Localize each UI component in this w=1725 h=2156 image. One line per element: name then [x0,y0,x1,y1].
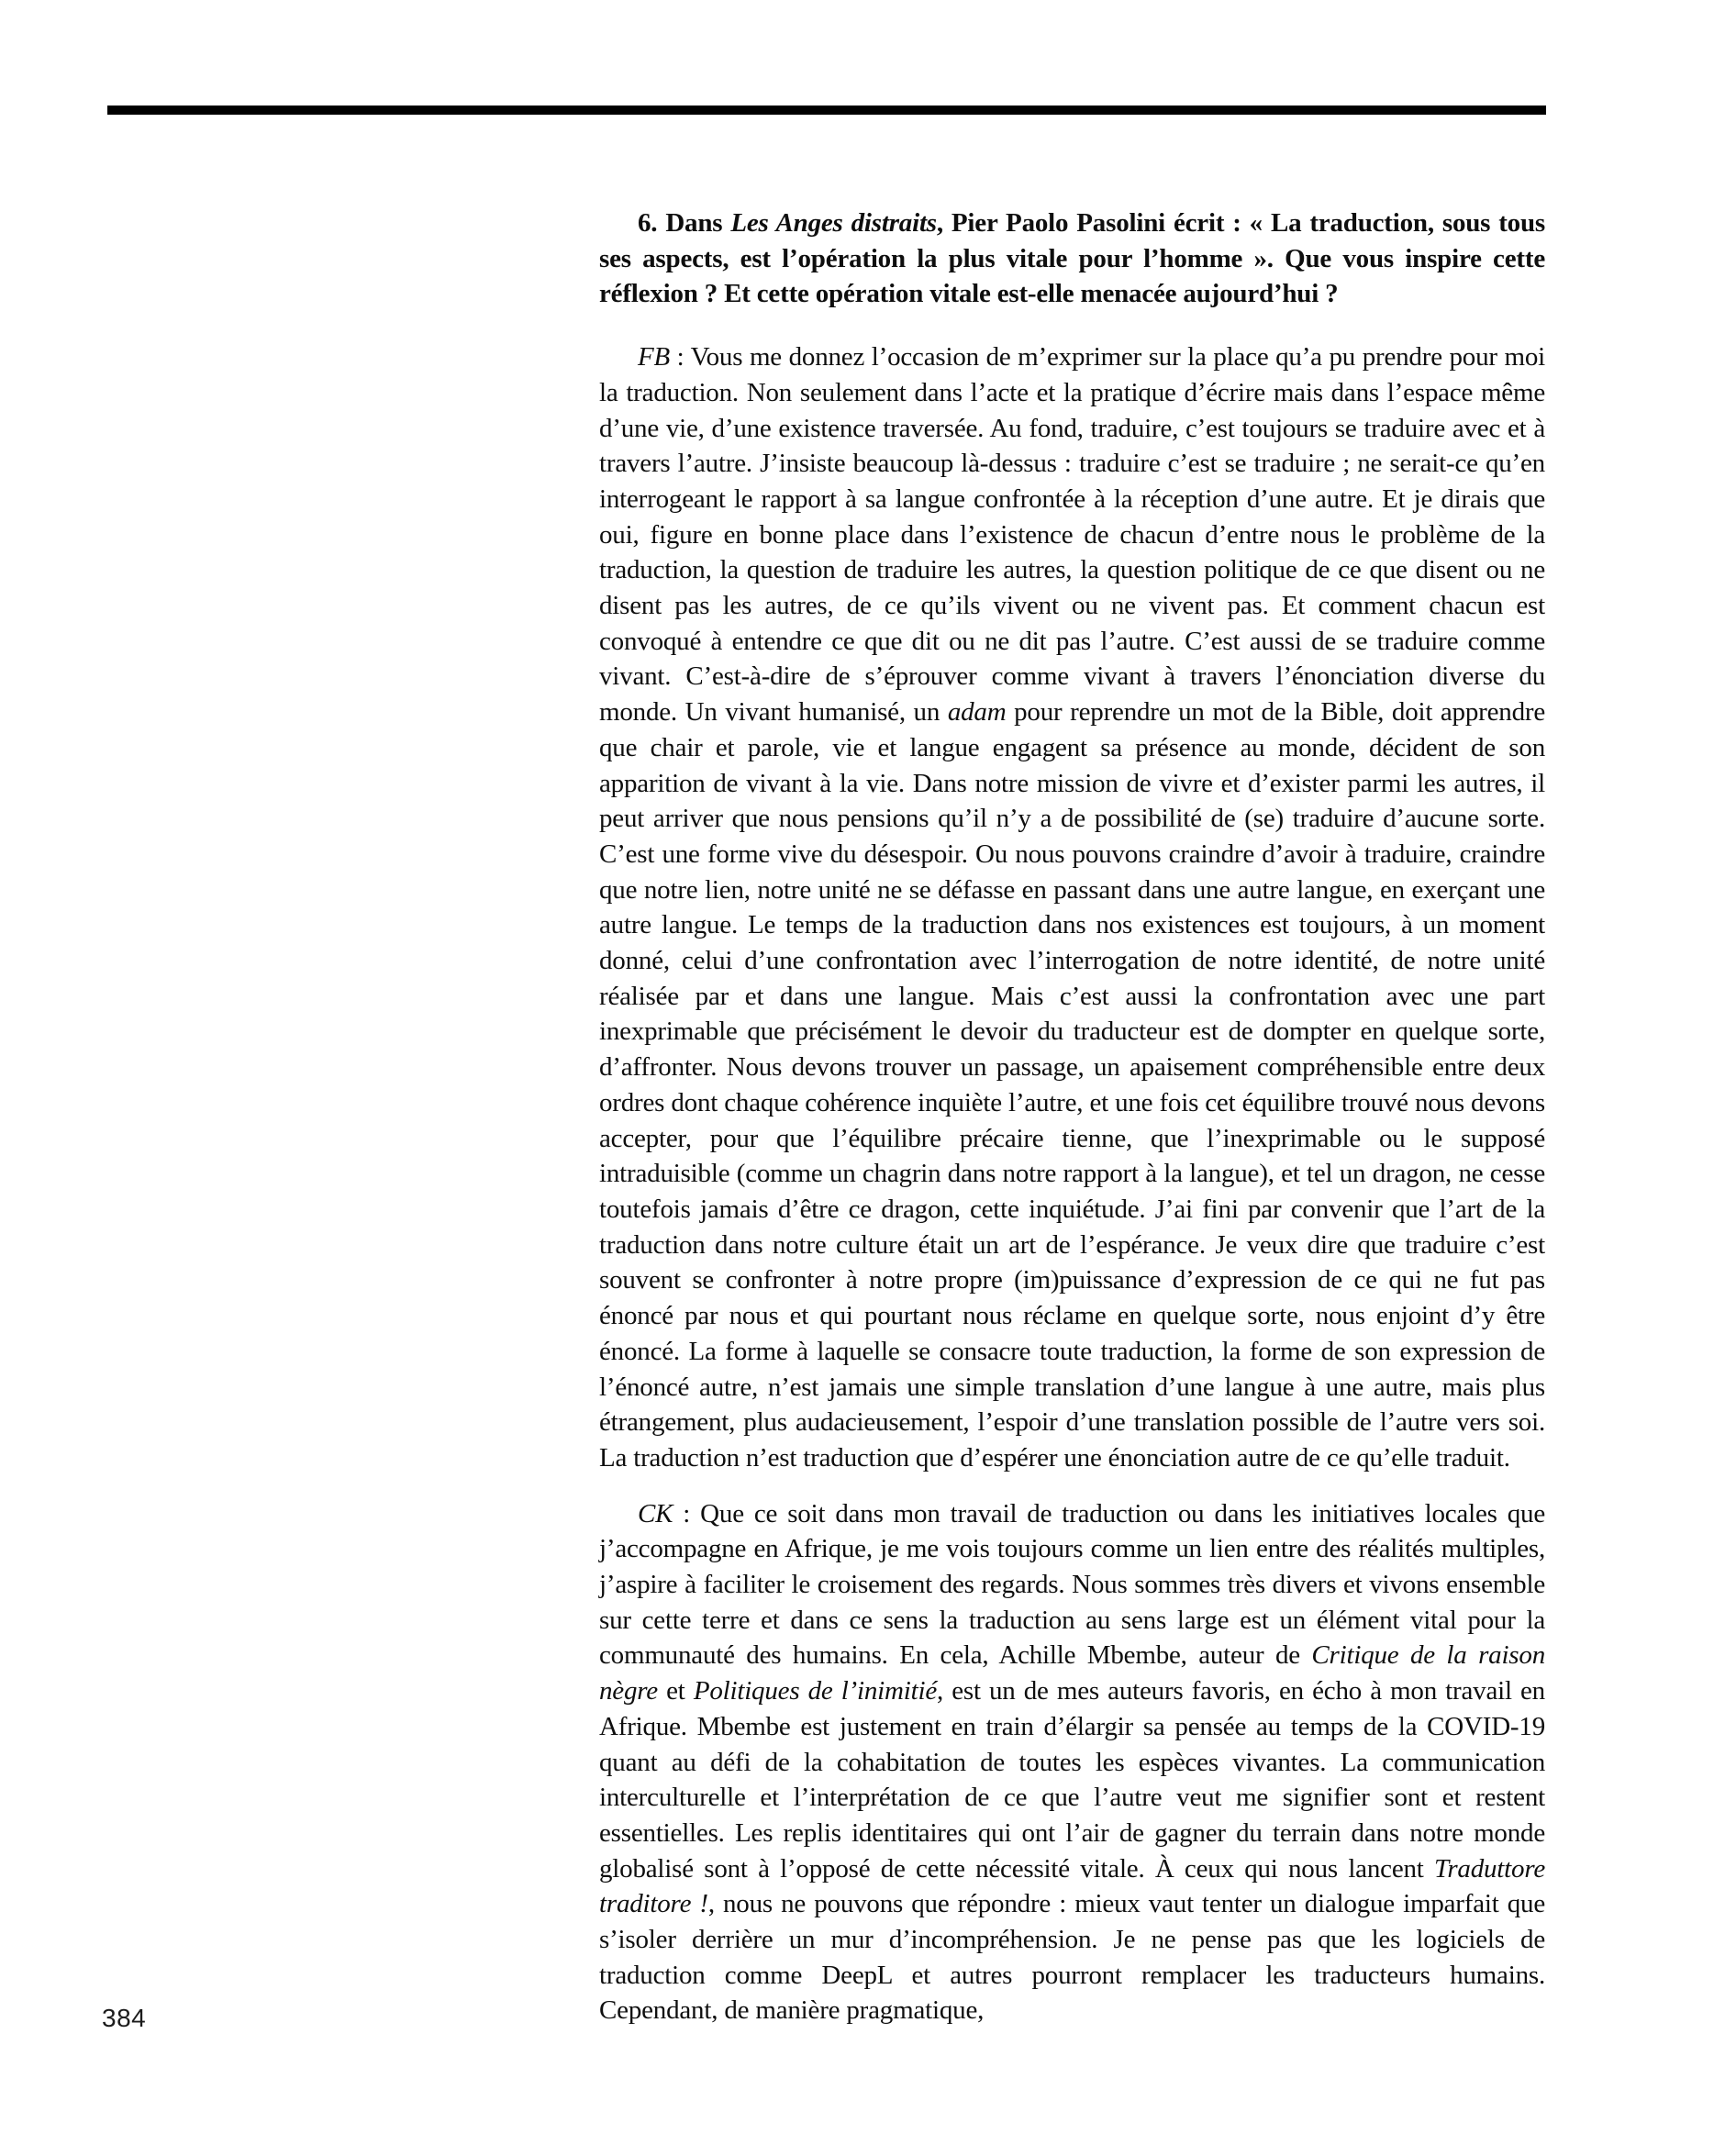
text-segment: et [657,1676,694,1706]
text-segment: Les Anges distraits [730,208,937,238]
text-segment: Critique de la raison nègre [599,1640,1545,1706]
text-segment: , nous ne pouvons que répondre : mieux vaut tenter un dialogue imparfait que s’isoler derrière un mur d’incompréhension. Je ne pense pas que les logiciels de traduction comme DeepL et autres pourront remplacer les traducteurs humains. Cependant, de manière pragmatique, [599,1889,1545,2026]
text-segment: : Vous me donnez l’occasion de m’exprimer sur la place qu’a pu prendre pour moi la traduction. Non seulement dans l’acte et la pratique d’écrire mais dans l’espace même d’une vie, d’une existence traversée. Au fond, traduire, c’est toujours se traduire avec et à travers l’autre. J’insiste beaucoup là-dessus : traduire c’est se traduire ; ne serait-ce qu’en interrogeant le rapport à sa langue confrontée à la réception d’une autre. Et je dirais que oui, figure en bonne place dans l’existence de chacun d’entre nous le problème de la traduction, la question de traduire les autres, la question politique de ce que disent ou ne disent pas les autres, de ce qu’ils vivent ou ne vivent pas. Et comment chacun est convoqué à entendre ce que dit ou ne dit pas l’autre. C’est aussi de se traduire comme vivant. C’est-à-dire de s’éprouver comme vivant à travers l’énonciation diverse du monde. Un vivant humanisé, un [599,342,1545,728]
text-segment: 6. Dans [638,208,731,238]
text-segment: pour reprendre un mot de la Bible, doit apprendre que chair et parole, vie et langue engagent sa présence au monde, décident de son apparition de vivant à la vie. Dans notre mission de vivre et d’exister parmi les autres, il peut arriver que nous pensions qu’il n’y a de possibilité de (se) traduire d’aucune sorte. C’est une forme vive du désespoir. Ou nous pouvons craindre d’avoir à traduire, craindre que notre lien, notre unité ne se défasse en passant dans une autre langue, en exerçant une autre langue. Le temps de la traduction dans nos existences est toujours, à un moment donné, celui d’une confrontation avec l’interrogation de notre identité, de notre unité réalisée par et dans une langue. Mais c’est aussi la confrontation avec une part inexprimable que précisément le devoir du traducteur est de dompter en quelque sorte, d’affronter. Nous devons trouver un passage, un apaisement compréhensible entre deux ordres dont chaque cohérence inquiète l’autre, et une fois cet équilibre trouvé nous devons accepter, pour que l’équilibre précaire tienne, que l’inexprimable ou le supposé intraduisible (comme un chagrin dans notre rapport à la langue), et tel un dragon, ne cesse toutefois jamais d’être ce dragon, cette inquiétude. J’ai fini par convenir que l’art de la traduction dans notre culture était un art de l’espérance. Je veux dire que traduire c’est souvent se confronter à notre propre (im)puissance d’expression de ce qui ne fut pas énoncé par nous et qui pourtant nous réclame en quelque sorte, nous enjoint d’y être énoncé. La forme à laquelle se consacre toute traduction, la forme de son expression de l’énoncé autre, n’est jamais une simple translation d’une langue à une autre, mais plus étrangement, plus audacieusement, l’espoir d’une translation possible de l’autre vers soi. La traduction n’est traduction que d’espérer une énonciation autre de ce qu’elle traduit. [599,697,1545,1473]
answer-paragraph-fb [599,339,1545,1476]
text-segment: : Que ce soit dans mon travail de traduction ou dans les initiatives locales que j’accompagne en Afrique, je me vois toujours comme un lien entre des réalités multiples, j’aspire à faciliter le croisement des regards. Nous sommes très divers et vivons ensemble sur cette terre et dans ce sens la traduction au sens large est un élément vital pour la communauté des humains. En cela, Achille Mbembe, auteur de [599,1498,1545,1671]
text-segment: adam [947,697,1007,728]
text-segment: FB [638,342,671,372]
top-rule-divider [107,106,1546,115]
text-column [599,206,1545,2028]
answer-paragraph-ck [599,1496,1545,2029]
page-number: 384 [102,2004,147,2032]
text-segment: , Pier Paolo Pasolini écrit : « La traduction, sous tous ses aspects, est l’opération la plus vitale pour l’homme ». Que vous inspire cette réflexion ? Et cette opération vitale est-elle menacée aujourd’hui ? [599,208,1545,309]
text-segment: , est un de mes auteurs favoris, en écho à mon travail en Afrique. Mbembe est justement en train d’élargir sa pensée au temps de la COVID-19 quant au défi de la cohabitation de toutes les espèces vivantes. La communication interculturelle et l’interprétation de ce que l’autre veut me signifier sont et restent essentielles. Les replis identitaires qui ont l’air de gagner du terrain dans notre monde globalisé sont à l’opposé de cette nécessité vitale. À ceux qui nous lancent [599,1676,1545,1884]
text-segment: Politiques de l’inimitié [693,1676,938,1706]
interview-question [599,206,1545,312]
text-segment: Traduttore traditore ! [599,1853,1545,1919]
text-segment: CK [638,1498,673,1528]
